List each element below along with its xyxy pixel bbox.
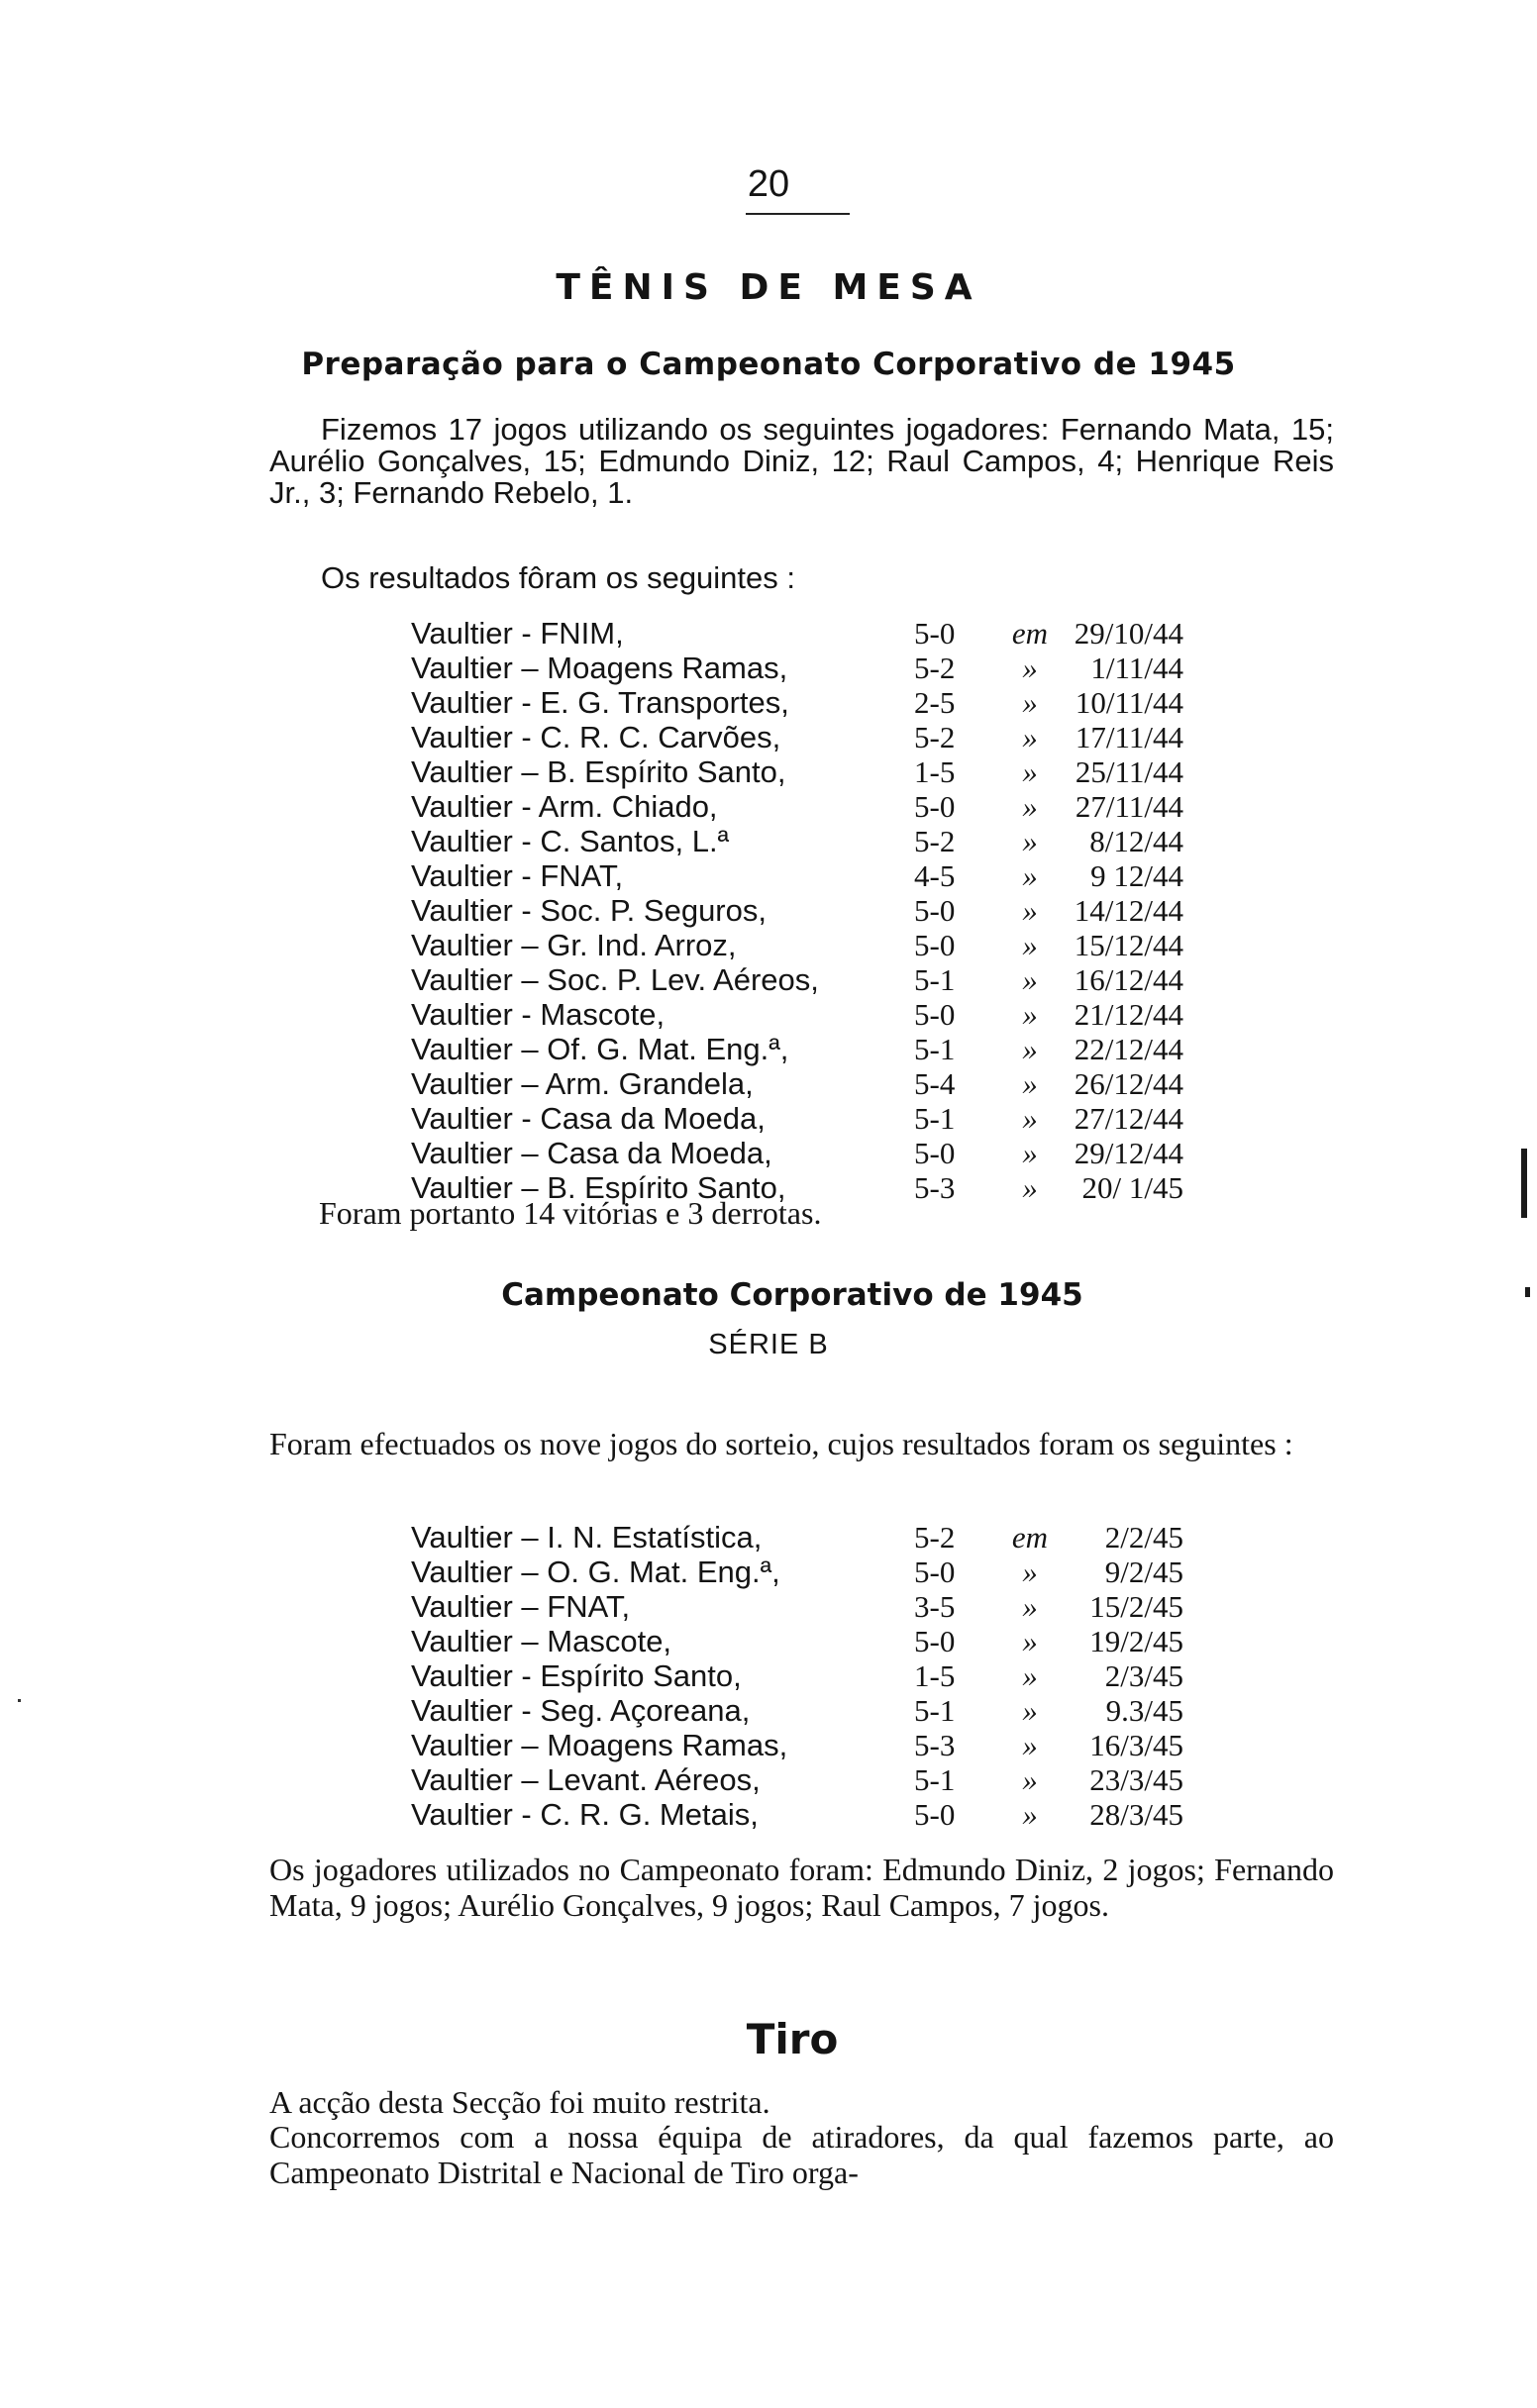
match-name: Vaultier – Soc. P. Lev. Aéreos,	[411, 962, 819, 997]
match-score: 5-0	[914, 1624, 956, 1658]
match-date: 17/11/44	[1075, 720, 1183, 754]
match-score: 5-1	[914, 1762, 956, 1797]
championship-results-list	[411, 1520, 1203, 1832]
preparation-result-row	[411, 1101, 1203, 1136]
match-date: 9.3/45	[1105, 1693, 1183, 1728]
match-name: Vaultier - C. R. G. Metais,	[411, 1797, 759, 1832]
match-date: 1/11/44	[1090, 651, 1183, 685]
match-name: Vaultier - Casa da Moeda,	[411, 1101, 766, 1136]
match-name: Vaultier – Of. G. Mat. Eng.ª,	[411, 1032, 789, 1066]
match-score: 5-0	[914, 1797, 956, 1832]
match-date: 27/11/44	[1075, 789, 1183, 824]
match-date: 27/12/44	[1074, 1101, 1183, 1136]
championship-result-row	[411, 1797, 1203, 1832]
match-ditto-mark: »	[1022, 1101, 1038, 1136]
match-ditto-mark: »	[1022, 1728, 1038, 1762]
match-score: 5-3	[914, 1170, 956, 1205]
match-date: 2/2/45	[1104, 1520, 1183, 1555]
match-score: 4-5	[914, 858, 956, 893]
match-score: 5-1	[914, 962, 956, 997]
match-name: Vaultier - FNIM,	[411, 616, 624, 651]
match-name: Vaultier - C. R. C. Carvões,	[411, 720, 781, 754]
match-ditto-mark: »	[1022, 1136, 1038, 1170]
preparation-result-row	[411, 1066, 1203, 1101]
preparation-result-row	[411, 651, 1203, 685]
subtitle-preparation: Preparação para o Campeonato Corporativo de 1945	[301, 347, 1236, 382]
players-paragraph	[269, 1852, 1334, 1923]
match-date: 29/10/44	[1074, 616, 1183, 651]
match-score: 5-0	[914, 1555, 956, 1589]
match-score: 5-0	[914, 789, 956, 824]
section-title-tenis: TÊNIS DE MESA	[556, 267, 981, 308]
match-score: 5-1	[914, 1693, 956, 1728]
match-name: Vaultier – Levant. Aéreos,	[411, 1762, 761, 1797]
match-ditto-mark: »	[1022, 1170, 1038, 1205]
match-name: Vaultier – FNAT,	[411, 1589, 631, 1624]
preparation-result-row	[411, 720, 1203, 754]
tiro-line-1: A acção desta Secção foi muito restrita.	[269, 2084, 770, 2120]
results-intro-paragraph	[269, 562, 1334, 594]
match-score: 5-0	[914, 616, 956, 651]
match-ditto-mark: »	[1022, 789, 1038, 824]
tiro-paragraph-1	[269, 2084, 1334, 2120]
summary-text: Foram portanto 14 vitórias e 3 derrotas.	[319, 1195, 822, 1231]
championship-result-row	[411, 1658, 1203, 1693]
match-name: Vaultier – Arm. Grandela,	[411, 1066, 754, 1101]
match-date: 15/12/44	[1074, 928, 1183, 962]
match-name: Vaultier - Arm. Chiado,	[411, 789, 718, 824]
championship-title: Campeonato Corporativo de 1945	[501, 1277, 1083, 1313]
match-score: 1-5	[914, 1658, 956, 1693]
match-name: Vaultier – Casa da Moeda,	[411, 1136, 772, 1170]
match-score: 5-4	[914, 1066, 956, 1101]
match-name: Vaultier – B. Espírito Santo,	[411, 1170, 786, 1205]
match-ditto-mark: em	[1011, 1520, 1049, 1555]
match-date: 26/12/44	[1074, 1066, 1183, 1101]
match-ditto-mark: »	[1022, 858, 1038, 893]
match-score: 5-3	[914, 1728, 956, 1762]
match-name: Vaultier - Espírito Santo,	[411, 1658, 742, 1693]
match-date: 2/3/45	[1104, 1658, 1183, 1693]
match-name: Vaultier – Gr. Ind. Arroz,	[411, 928, 737, 962]
match-ditto-mark: »	[1022, 651, 1038, 685]
tiro-line-2: Concorremos com a nossa équipa de atiradores, da qual fazemos parte, ao Campeonato Distrital e Nacional de Tiro orga-	[269, 2119, 1334, 2190]
championship-result-row	[411, 1728, 1203, 1762]
match-date: 8/12/44	[1089, 824, 1183, 858]
intro-paragraph	[269, 414, 1334, 509]
edge-scan-mark-small	[1525, 1287, 1530, 1297]
match-ditto-mark: »	[1022, 720, 1038, 754]
match-name: Vaultier - Seg. Açoreana,	[411, 1693, 751, 1728]
match-date: 20/ 1/45	[1081, 1170, 1183, 1205]
championship-result-row	[411, 1589, 1203, 1624]
preparation-result-row	[411, 1032, 1203, 1066]
match-ditto-mark: »	[1022, 1797, 1038, 1832]
match-date: 22/12/44	[1074, 1032, 1183, 1066]
match-date: 25/11/44	[1075, 754, 1183, 789]
match-ditto-mark: »	[1022, 1032, 1038, 1066]
series-label: SÉRIE B	[708, 1329, 829, 1360]
match-name: Vaultier - C. Santos, L.ª	[411, 824, 730, 858]
preparation-result-row	[411, 754, 1203, 789]
match-date: 10/11/44	[1075, 685, 1183, 720]
preparation-result-row	[411, 824, 1203, 858]
match-name: Vaultier – I. N. Estatística,	[411, 1520, 763, 1555]
match-name: Vaultier – Moagens Ramas,	[411, 651, 788, 685]
preparation-result-row	[411, 962, 1203, 997]
preparation-result-row	[411, 997, 1203, 1032]
tiro-title: Tiro	[746, 2015, 839, 2063]
match-name: Vaultier - E. G. Transportes,	[411, 685, 789, 720]
match-name: Vaultier – Mascote,	[411, 1624, 672, 1658]
match-score: 5-0	[914, 893, 956, 928]
match-ditto-mark: »	[1022, 893, 1038, 928]
match-date: 28/3/45	[1089, 1797, 1183, 1832]
championship-intro-text: Foram efectuados os nove jogos do sorteio, cujos resultados foram os seguintes :	[269, 1426, 1293, 1461]
preparation-result-row	[411, 893, 1203, 928]
match-date: 21/12/44	[1074, 997, 1183, 1032]
page-number-rule	[746, 213, 850, 215]
match-date: 15/2/45	[1089, 1589, 1183, 1624]
match-date: 23/3/45	[1089, 1762, 1183, 1797]
match-ditto-mark: »	[1022, 1658, 1038, 1693]
championship-result-row	[411, 1555, 1203, 1589]
match-ditto-mark: »	[1022, 754, 1038, 789]
match-ditto-mark: »	[1022, 1624, 1038, 1658]
match-ditto-mark: »	[1022, 962, 1038, 997]
preparation-result-row	[411, 858, 1203, 893]
match-score: 5-1	[914, 1032, 956, 1066]
page-number: 20	[747, 163, 790, 205]
scan-dot	[18, 1699, 21, 1702]
championship-result-row	[411, 1520, 1203, 1555]
match-score: 5-2	[914, 824, 956, 858]
intro-text: Fizemos 17 jogos utilizando os seguintes jogadores: Fernando Mata, 15; Aurélio Gonçalves, 15; Edmundo Diniz, 12; Raul Campos, 4; Henrique Reis Jr., 3; Fernando Rebelo, 1.	[269, 412, 1334, 510]
preparation-result-row	[411, 928, 1203, 962]
match-score: 5-2	[914, 1520, 956, 1555]
preparation-result-row	[411, 789, 1203, 824]
match-name: Vaultier – O. G. Mat. Eng.ª,	[411, 1555, 780, 1589]
preparation-results-list	[411, 616, 1203, 1205]
edge-scan-mark	[1521, 1149, 1527, 1218]
match-ditto-mark: em	[1011, 616, 1049, 651]
match-date: 9/2/45	[1104, 1555, 1183, 1589]
match-ditto-mark: »	[1022, 1589, 1038, 1624]
match-ditto-mark: »	[1022, 997, 1038, 1032]
match-ditto-mark: »	[1022, 685, 1038, 720]
players-text: Os jogadores utilizados no Campeonato foram: Edmundo Diniz, 2 jogos; Fernando Mata, 9 jogos; Aurélio Gonçalves, 9 jogos; Raul Campos, 7 jogos.	[269, 1852, 1334, 1923]
championship-result-row	[411, 1624, 1203, 1658]
match-date: 16/3/45	[1089, 1728, 1183, 1762]
match-name: Vaultier – Moagens Ramas,	[411, 1728, 788, 1762]
tiro-paragraph-2	[269, 2119, 1334, 2190]
match-score: 1-5	[914, 754, 956, 789]
championship-result-row	[411, 1762, 1203, 1797]
championship-result-row	[411, 1693, 1203, 1728]
preparation-result-row	[411, 1136, 1203, 1170]
match-ditto-mark: »	[1022, 928, 1038, 962]
match-score: 5-1	[914, 1101, 956, 1136]
match-ditto-mark: »	[1022, 1693, 1038, 1728]
match-name: Vaultier - FNAT,	[411, 858, 624, 893]
results-intro-text: Os resultados fôram os seguintes :	[321, 560, 796, 595]
match-name: Vaultier - Mascote,	[411, 997, 666, 1032]
match-date: 14/12/44	[1074, 893, 1183, 928]
match-score: 3-5	[914, 1589, 956, 1624]
match-date: 16/12/44	[1074, 962, 1183, 997]
match-score: 5-0	[914, 928, 956, 962]
match-ditto-mark: »	[1022, 1555, 1038, 1589]
match-ditto-mark: »	[1022, 1762, 1038, 1797]
match-ditto-mark: »	[1022, 824, 1038, 858]
match-ditto-mark: »	[1022, 1066, 1038, 1101]
preparation-result-row	[411, 616, 1203, 651]
match-date: 19/2/45	[1089, 1624, 1183, 1658]
match-date: 29/12/44	[1074, 1136, 1183, 1170]
match-name: Vaultier - Soc. P. Seguros,	[411, 893, 767, 928]
match-score: 5-2	[914, 720, 956, 754]
match-score: 5-0	[914, 1136, 956, 1170]
match-score: 5-2	[914, 651, 956, 685]
championship-intro-paragraph	[269, 1426, 1334, 1461]
preparation-result-row	[411, 685, 1203, 720]
match-score: 5-0	[914, 997, 956, 1032]
match-score: 2-5	[914, 685, 956, 720]
match-name: Vaultier – B. Espírito Santo,	[411, 754, 786, 789]
match-date: 9 12/44	[1090, 858, 1183, 893]
